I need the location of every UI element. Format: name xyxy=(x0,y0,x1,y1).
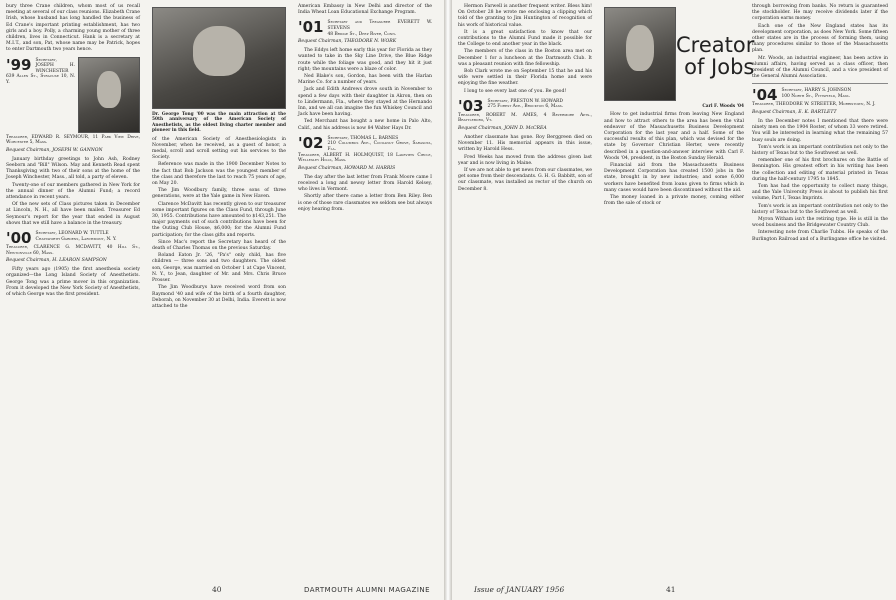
class-1904-note: Tom has had the opportunity to collect many things, and the Yale University Press is about to publish his first volume, Part I, Texas Imprints. xyxy=(752,184,888,202)
class-1900-header xyxy=(6,231,140,264)
right-page xyxy=(452,0,896,600)
class-1904-secretary: Secretary, HARRY S. JOHNSON xyxy=(781,88,852,94)
class-1900-bequest: Bequest Chairman, H. LEARON SAMPSON xyxy=(6,258,107,264)
class-1900-note: The Jim Woodburys have received word from son Raymond '40 and wife of the birth of a fourth daughter, Deborah, on November 30 at Delhi, India. Everett is now attached to the xyxy=(152,285,286,309)
class-1902-secretary: Secretary, THOMAS L. BARNES xyxy=(327,135,399,141)
class-1903-note: If we are not able to get news from our classmates, we get some from their descendants. G. H. G. Babbitt, son of our classmate, was installed as rector of the church on December 8. xyxy=(458,168,592,192)
class-1903-header xyxy=(458,96,592,132)
class-1900-note: Reference was made in the 1900 December Notes to the fact that Bob Jackson was the youngest member of the class and therefore the last to reach 75 years of age, on May 20. xyxy=(152,162,286,187)
class-1902-note: Hermon Farwell is another frequent writer. Bless him! On October 28 he wrote me enclosing a clipping which told of the granting to Jim Huntington of recognition of his work of historical value. xyxy=(458,4,592,28)
column-1 xyxy=(6,4,140,578)
class-1904-treasurer: Treasurer, THEODORE W. STREETER, Morristown, N. J. xyxy=(752,102,876,108)
class-1901-note: Ned Blake's son, Gordon, has been with the Harlan Marine Co. for a number of years. xyxy=(298,74,432,86)
class-1904-bequest: Bequest Chairman, E. K. BARTLETT xyxy=(752,110,837,116)
class-1903-note: Fred Weeks has moved from the address given last year and is now living in Maine. xyxy=(458,154,592,166)
feature-paragraph: Mr. Woods, an industrial engineer, has been active in alumni affairs, having served as a class officer, then president of the Alumni Council, and a vice president of the General Alumni Association. xyxy=(752,55,888,80)
crane-family-photo xyxy=(78,57,140,133)
class-1902-note: Shortly after there came a letter from Ben Riley. Ben is one of those rare classmates we seldom see but always enjoy hearing from. xyxy=(298,194,432,212)
class-1900-note: The Jim Woodbury family, three sons of three generations, were at the Yale game in New Haven. xyxy=(152,188,286,200)
left-page xyxy=(0,0,444,600)
class-1901-bequest: Bequest Chairman, THEODORE N. WORK xyxy=(298,39,397,45)
page-number-left: 40 xyxy=(212,585,222,594)
page-gutter xyxy=(444,0,452,600)
class-1900-note: Clarence McDavitt has recently given to our treasurer some important figures on the Class Fund, through June 30, 1955. Contributions have amounted to $143,251. The major payments out of such contributions have been for the Outing Club House, $6,000; for the Alumni Fund participation; for the class gifts and reports. xyxy=(152,201,286,238)
class-1900-note: Roland Eaton Jr. '26, "Pa's" only child, has five children — three sons and two daughters. The oldest son, George, was married on October 1 at Cape Vincent, N. Y., to Jean, daughter of Mr. and Mrs. Chris Bruce Prosser. xyxy=(152,253,286,284)
class-1902-bequest: Bequest Chairman, HOWARD M. HARRIS xyxy=(298,165,396,171)
class-1899-address: 639 Allen St., Syracuse 10, N. Y. xyxy=(6,74,75,85)
class-1902-address: 210 Columbus Ave., Cocoanut Grove, Sarasota, Fla. xyxy=(327,141,432,153)
class-1903-secretary: Secretary, PRESTON W. HOWARD xyxy=(487,98,563,104)
class-1904-note: remember one of his first brochures on the Battle of Bennington. His greatest effort in his writing has been the collection and editing of material printed in Texas during the half-century 1795 to 1845. xyxy=(752,158,888,182)
class-1902-treasurer: Treasurer, ALBERT H. HOLMQUIST, 18 Lakeview Circle, Wellesley Hills, Mass. xyxy=(298,152,432,164)
class-1904-note: Myron Witham isn't the retiring type. He is still in the wood business and the Bridgewater Country Club. xyxy=(752,217,888,229)
class-1902-note: The day after the last letter from Frank Moore came I received a long and newsy letter from Harold Kelsey, who lives in Vermont. xyxy=(298,174,432,193)
class-1900-treasurer: Treasurer, CLARENCE G. MCDAVITT, 40 Hill St., Newtonville 60, Mass. xyxy=(6,245,140,256)
class-1899-treasurer: Treasurer, EDWARD R. SEYMOUR, 11 Park View Drive, Worcester 5, Mass. xyxy=(6,134,140,146)
class-1900-note: of the American Society of Anesthesiologists in November, when he received, as a guest of honor, a medal, scroll and scroll setting out his services to the Society. xyxy=(152,136,286,161)
class-year-1901: '01 xyxy=(298,18,324,37)
column-4 xyxy=(458,4,592,578)
class-1904-note: Interesting note from Charlie Tubbs. He speaks of the Burlington Railroad and of a Burlingame office he visited. xyxy=(752,230,888,242)
column-5 xyxy=(604,4,755,578)
column-2 xyxy=(152,4,286,578)
class-1904-header xyxy=(752,88,888,116)
class-1900-note: American Embassy in New Delhi and director of the India Wheat Loan Educational Exchange Program. xyxy=(298,4,432,16)
class-1904-note: In the December notes I mentioned that there were ninety men on the 1904 Roster, of whom 33 were retired. You will be interested in learning what the remaining 57 busy souls are doing. xyxy=(752,119,888,143)
class-1899-note: Twenty-one of our members gathered in New York for the annual dinner of the Alumni Fund; a record attendance in recent years. xyxy=(6,182,140,201)
class-1902-note: I long to see every last one of you. Be good! xyxy=(464,88,567,94)
feature-paragraph: Financial aid from the Massachusetts Business Development Corporation has created 1500 jobs in the state, brought in by new industries; and some 6,000 workers have benefited from loans given to firms which in many cases would have been discontinued without the aid. xyxy=(604,163,744,193)
class-1903-note: Another classmate has gone. Roy Berggreen died on November 11. His memorial appears in this issue, written by Harold Hess. xyxy=(458,135,592,153)
class-year-1902: '02 xyxy=(298,133,324,152)
class-1901-secretary: Secretary and Treasurer EVERETT W. STEVENS xyxy=(327,20,432,31)
class-1903-bequest: Bequest Chairman, JOHN D. McCREA xyxy=(458,126,547,132)
feature-paragraph: The money loaned in a private money, coming either from the sale of stock or xyxy=(604,195,744,207)
class-1900-secretary: Secretary, LEONARD W. TUTTLE xyxy=(35,231,109,237)
class-1901-address: 48 Bridge St., Deep River, Conn. xyxy=(327,31,397,37)
photo-caption: Dr. George Tong '00 was the main attraction at the 50th anniversary of the American Society of Anesthetists, as the oldest living charter member and pioneer in this field. xyxy=(152,112,286,134)
class-1901-header xyxy=(298,20,432,45)
feature-header xyxy=(604,4,755,104)
col1-intro: bury three Crane children, whom most of us recall meeting at several of our class reunions. Elizabeth Crane Irish, whose husband has long handled the business of Ed Crane's important printing establishment, has two girls and a boy. Polly, a charming young mother of three children, lives in Connecticut. Hank is a secretary at M.I.T., and son, Pat, whose name may be Patrick, hopes to enter Dartmouth two years hence. xyxy=(6,4,140,53)
column-3 xyxy=(298,4,432,578)
class-1901-note: Ted Merchant has bought a new home in Palo Alto, Calif., and his address is now 84 Walter Hays Dr. xyxy=(298,119,432,131)
class-1899-note: Of the new sets of Class pictures taken in December at Lincoln, N. H., all have been mailed. Treasurer Ed Seymour's report for the year that ended in August shows that we still have a balance in the treasury. xyxy=(6,202,140,226)
class-1902-note: The members of the class in the Boston area met on December 1 for a luncheon at the Dartmouth Club. It was a pleasant reunion with fine fellowship. xyxy=(458,49,592,67)
class-1904-note: Tom's work is an important contribution not only to the history of Texas but to the Southwest as well. xyxy=(752,203,888,215)
class-year-1900: '00 xyxy=(6,229,32,248)
feature-title: Creator of Jobs xyxy=(676,33,755,79)
class-1904-address: 100 North St., Pittsfield, Mass. xyxy=(781,94,850,100)
class-1900-note: Since Mac's report the Secretary has heard of the death of Charles Thomas on the previous Saturday. xyxy=(152,239,286,252)
class-year-1904: '04 xyxy=(752,86,778,105)
george-tong-photo xyxy=(152,7,286,109)
column-6 xyxy=(752,4,888,578)
class-1903-treasurer: Treasurer, ROBERT M. AMES, 4 Revermore Apts., Brattleboro, Vt. xyxy=(458,112,592,124)
class-1902-header xyxy=(298,133,432,172)
class-1902-note: Bob Clark wrote me on September 15 that he and his wife were settled in their Florida home and were enjoying the fine weather. xyxy=(458,69,592,87)
issue-label: Issue of JANUARY 1956 xyxy=(474,585,565,594)
carl-woods-photo xyxy=(604,7,676,101)
class-1901-note: Jack and Edith Andrews drove south in November to spend a few days with their daughter in Akron, then on to Lindermann, Fla., where they stayed at the Hernando Inn, and we all can imagine the fun Whiskey Council and Jack have been having. xyxy=(298,87,432,118)
divider xyxy=(752,83,888,84)
photo-caption: Carl F. Woods '04 xyxy=(702,104,744,109)
class-year-1899: '99 xyxy=(6,55,32,74)
feature-paragraph: Each one of the New England states has its development corporation, as does New York. Some fifteen other states are in the process of forming them, using many procedures similar to those of the Massachusetts plan. xyxy=(752,23,888,54)
class-1899-secretary: Secretary, JOSEPH H. WINCHESTER xyxy=(35,57,75,74)
page-number-right: 41 xyxy=(666,585,676,594)
class-1899-bequest: Bequest Chairman, JOSEPH W. GANNON xyxy=(6,147,103,153)
magazine-name: DARTMOUTH ALUMNI MAGAZINE xyxy=(304,586,431,594)
class-1903-address: 275 Forest Ave., Brockton 6, Mass. xyxy=(487,104,564,110)
feature-paragraph: How to get industrial firms from leaving New England and how to attract others to the area has been the vital endeavor of the Massachusetts Business Development Corporation for the last year and a half. Some of the successful results of this plan, which was devised for the state by Governor Christian Herter, were recently described in a question-and-answer interview with Carl F. Woods '04, president, in the Boston Sunday Herald. xyxy=(604,112,744,161)
class-1904-note: Tom's work is an important contribution not only to the history of Texas but to the Southwest as well. xyxy=(752,144,888,157)
feature-paragraph: through borrowing from banks. No return is guaranteed the stockholder. He may receive dividends later if the corporation earns money. xyxy=(752,4,888,22)
class-1900-note: Fifty years ago (1905) the first anesthesia society organized—the Long Island Society of Anesthetists. George Tong was a prime mover in this organization. From it developed the New York Society of Anesthetists, of which George was the first president. xyxy=(6,267,140,298)
class-year-1903: '03 xyxy=(458,96,484,115)
class-1900-address: Chatsworth Gardens, Larchmont, N. Y. xyxy=(35,236,117,242)
class-1901-note: The Eddys left home early this year for Florida as they wanted to take in the Sky Line Drive, the Blue Ridge route while the foliage was good, and they hit it just right; the mountains were a blaze of color. xyxy=(298,48,432,72)
class-1899-note: January birthday greetings to John Ash, Rodney Seeborn and "Bill" Wilson. May and Kenneth Read spent Thanksgiving with two of their sons at the home of the Joseph Winchester, Mass., all told, a party of eleven. xyxy=(6,156,140,181)
class-1902-note: It is a great satisfaction to know that our contributions to the Alumni Fund made it possible for the College to end another year in the black. xyxy=(458,29,592,48)
